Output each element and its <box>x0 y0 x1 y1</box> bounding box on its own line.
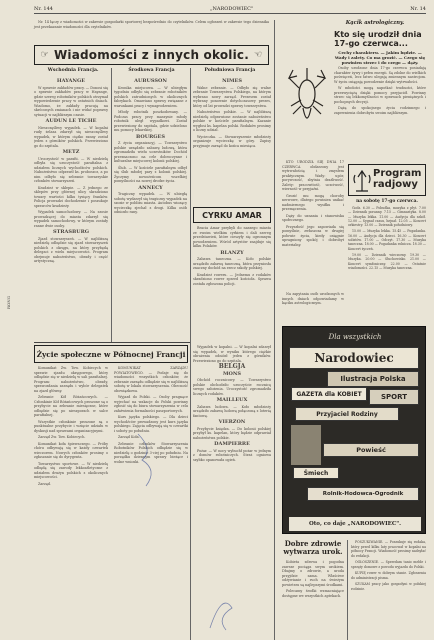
astrology-text-cont: KTO URODZIŁ SIĘ DNIA 17 CZERWCA obdarzony jest wytrwałością i zmysłem praktycznym. Wady: upór, porywczość, zbytnia drażliwość. Zalety: pracowitość, uczciwość, wierność w przyjaźni. Grozić mu mogą choroby nerwowe, dlatego powinien unikać nadmiernego wysiłku i przemęczenia. Dąży do uznania i stanowiska społecznego. Przyszłość jego zapowiada się pomyślnie, zwłaszcza w drugiej połowie życia, kiedy osiągnie upragniony spokój i dobrobyt materialny. <box>282 160 344 247</box>
region-east: Wschodnia Francja. <box>47 68 99 73</box>
pointing-hand-icon: ☜ <box>254 50 263 60</box>
promo-gazeta-kobiet: GAZETA dla KOBIET <box>291 387 367 401</box>
masthead-title: Wiadomości z innych okolic. <box>53 48 250 62</box>
column-east: HAYANGE W sprawie zakładów pracy. — Donosi się o sprawie zakładów pracy w Hayange, gdzie szereg robotników polskich otrzymał wypowiedzenie pracy w ostatnich dniach. Wiadomo, że zakłady pracują na skróconych zmianach i nie widać poprawy sytuacji w najbliższym czasie. AUDUN LE TICHE Nieszczęśliwy wypadek. — W kopalni rudy żelaza zdarzył się nieszczęśliwy wypadek, w którym ciężko ranny został jeden z górników polskich. Przewieziono go do szpitala. METZ Uroczystość w parafii. — W niedzielę odbyła się uroczystość parafialna z udziałem licznych wychodźców polskich. Nabożeństwo odprawił ks. proboszcz, a po nim odbyło się zebranie towarzyskie członków stowarzyszeń. Kradzież w sklepie. — Z jednego ze sklepów przy głównej ulicy skradziono towary wartości kilku tysięcy franków. Policja prowadzi dochodzenie i poszukuje sprawców kradzieży. Wypadek samochodowy. — Na szosie prowadzącej do miasta zdarzył się wypadek samochodowy, w którym zostały ranne dwie osoby. STRASBURG Zjazd stowarzyszeń. — W najbliższą niedzielę odbędzie się zjazd stowarzyszeń polskich z okręgu, na który przybędą delegaci z wielu miejscowości. Program obejmuje nabożeństwo, obrady i część artystyczną. <box>34 78 108 263</box>
section-heading: HAYANGE <box>56 78 86 84</box>
cyrk-banner <box>193 207 271 223</box>
pen-scribble-mark <box>134 430 162 490</box>
section-rule <box>34 342 190 343</box>
astrology-footer: Na zapytania osób urodzonych w innych dniach odpowiadamy w kąciku astrologicznym. <box>282 292 344 305</box>
top-news-column: Nr. 14 łączy z wiadomości w zakresie gospodarki sportowej bezpośrednio do czytelników. Celem ogłoszeń w zakresie tego dziennika jest przekazanie wiadomości dla czytelników. <box>34 20 269 29</box>
promo-sport: SPORT <box>369 389 419 405</box>
region-header-row <box>34 68 269 76</box>
header-center: „NARODOWIEC" <box>209 5 254 12</box>
column-divider <box>190 68 191 640</box>
section-heading: MAILLEUX <box>216 397 248 403</box>
section-heading: AUBUSSON <box>134 78 167 84</box>
social-col-2: KOMUNIKAT ZARZĄDU POWIATOWEGO. — Podaje się do wiadomości wszystkich członków, że zebranie zarządu odbędzie się w najbliższą sobotę w lokalu stowarzyszenia. Obecność obowiązkowa. Wyjazd do Polski. — Osoby pragnące wyjechać na wakacje do Polski powinny zgłosić się do biura stowarzyszenia w celu załatwienia formalności paszportowych. Kurs języka polskiego. — Dla dzieci wychodźców prowadzony jest kurs języka polskiego. Zajęcia odbywają się w czwartki i soboty po południu. Zarząd Koła. Zebranie członków Stowarzyszenia Robotników Polskich odbędzie się w niedzielę o godzinie 3-ciej po południu. Na porządku dziennym sprawy bieżące i wolne wnioski. <box>114 366 188 464</box>
section-heading: MONS <box>222 370 242 377</box>
promo-powiesc: Powieść <box>323 443 419 457</box>
cyrk-title: CYRKU AMAR <box>202 210 262 220</box>
radio-schedule: Godz. 6.30 — Pobudka, muzyka z płyt. 7.00 — Dziennik poranny. 7.15 — Gimnastyka. 8.00 — Muzyka lekka. 11.00 — Audycja dla szkół. 12.00 — Sygnał czasu, hejnał. 12.05 — Koncert orkiestry. 13.00 — Dziennik południowy. 15.00 — Muzyka lekka. 15.45 — Pogadanka. 16.00 — Audycja dla dzieci. 16.30 — Koncert solistów. 17.00 — Odczyt. 17.30 — Muzyka taneczna. 18.00 — Pogadanka rolnicza. 18.30 — Koncert życzeń. 19.00 — Dziennik wieczorny. 19.30 — Muzyka. 20.00 — Słuchowisko. 21.00 — Koncert symfoniczny. 22.00 — Ostatnie wiadomości. 22.15 — Muzyka taneczna. <box>348 206 426 270</box>
radio-program-box <box>348 164 426 196</box>
column-south-mid: Bracia Amar przybyli do naszego miasta ze swoim wielkim cyrkiem i dali szereg przedstawień, które cieszyły się ogromnym powodzeniem. Wśród artystów znajduje się kilku Polaków. BLANZY Zabawa taneczna. — Koło polskie urządziło zabawę taneczną, która przyniosła znaczny dochód na rzecz szkoły polskiej. Kradzież roweru. — Jednemu z rodaków skradziono rower sprzed kościoła. Sprawa została zgłoszona policji. <box>193 226 271 286</box>
section-heading: VIERZON <box>218 419 246 425</box>
pen-scribble-mark <box>206 588 236 632</box>
section-heading: BOURGES <box>136 133 165 140</box>
cancer-lobster-illustration <box>283 48 331 134</box>
radio-title: Program radjowy <box>373 168 422 190</box>
header-left: Nr. 144 <box>34 5 53 12</box>
radio-subtitle: na sobotę 17-go czerwca. <box>356 199 418 204</box>
column-south-top: NIMES Walne zebranie. — Odbyło się walne zebranie Towarzystwa Polskiego, na którym wybrano nowy zarząd. Prezesem został wybrany ponownie dotychczasowy prezes, który od lat prowadzi sprawy towarzystwa. Nabożeństwo polskie. — W najbliższą niedzielę odprawione zostanie nabożeństwo polskie w kościele parafialnym. Kazanie wygłosi ks. kapelan polski. Rodaków prosimy o liczny udział. Wycieczka. — Stowarzyszenie młodzieży organizuje wycieczkę w góry. Zapisy przyjmuje zarząd do końca miesiąca. <box>193 78 271 148</box>
promo-rolnik: Rolnik-Hodowca-Ogrodnik <box>307 487 419 501</box>
section-heading: BELGJA <box>218 363 246 370</box>
section-heading: NIMES <box>222 78 242 84</box>
health-ad-text: Kobieta zdrowa i pogodna zawsze pociąga swym urokiem. Dbajmy o zdrowie, a uroda przyjdzie sama. Właściwe odżywianie i ruch na świeżym powietrzu są najlepszymi środkami. Polecamy środki wzmacniające dostępne we wszystkich aptekach. <box>282 560 344 598</box>
promo-smiech: Śmiech <box>293 467 339 479</box>
social-col-1: Komunikat Zw. Tow. Kobiecych w sprawie zjazdu okręgowego, który odbędzie się w niedzielę w sali parafialnej. Program: nabożeństwo, obrady, sprawozdania zarządu i wybór delegatek na zjazd główny. Zebranie Kół Różańcowych. — Członkinie Kół Różańcowych proszone są o przybycie na zebranie miesięczne, które odbędzie się po nieszporach w salce parafialnej. Wszystkie członkinie proszone są o punktualne przybycie i wzięcie udziału w dyskusji nad sprawami organizacyjnymi. Zarząd Zw. Tow. Kobiecych. Komunikat koła śpiewaczego. — Próby chóru odbywają się w każdy czwartek wieczorem. Nowych członków prosimy o zgłaszanie się do dyrygenta. Towarzystwo sportowe. — W niedzielę odbędą się zawody lekkoatletyczne z udziałem drużyn polskich z okolicznych miejscowości. Zarząd. <box>34 366 108 486</box>
column-divider <box>274 20 275 640</box>
column-south-bottom: Wypadek w kopalni. — W kopalni zdarzył się wypadek, w wyniku którego ciężkie obrażenia odniósł jeden z górników. Przewieziono go do szpitala. BELGJA MONS Obchód rocznicowy. — Towarzystwo polskie obchodziło uroczyście rocznicę swego założenia. Uroczystość zgromadziła licznych rodaków. MAILLEUX Zabawa ludowa. — Koło młodzieży urządziło zabawę ludową połączoną z loterią fantową. VIERZON Przybycie księdza. — Do kolonii polskiej przybył ks. kapelan, który będzie odprawiał nabożeństwa polskie. DAMPIERRE Pożar. — W nocy wybuchł pożar w jednym z domów robotniczych. Straż ogniowa szybko opanowała ogień. <box>193 345 271 462</box>
margin-stamp: RONG <box>6 296 11 309</box>
page-header <box>34 4 426 14</box>
radio-antenna-icon <box>352 169 372 193</box>
promo-footer: Oto, co daje „NARODOWIEC". <box>289 517 421 531</box>
section-heading: STRASBURG <box>53 229 89 235</box>
astrology-text: Osoby urodzone dnia 17-go czerwca posiadają charakter żywy i pełen energii. Są zdolne do wielkich poświęceń, lecz łatwo ulegają zmiennym nastrojom. W życiu osiągają powodzenie dzięki wytrwałości. W młodości mogą napotkać trudności, które przezwyciężą dzięki pomocy przyjaciół. Powinny strzec się lekkomyślności w sprawach pieniężnych i pochopnych decyzji. Dążą do spokojnego życia rodzinnego i zapewnienia dobrobytu swoim najbliższym. <box>334 66 426 115</box>
pointing-hand-icon: ☞ <box>40 50 49 60</box>
astrology-corner-label: Kącik astrologiczny. <box>345 20 405 26</box>
classifieds: POSZUKIWANIE. — Poszukuje się rodaka, który przed kilku laty pracował w kopalni na północy Francji. Wiadomość prosimy nadsyłać do redakcji. OGŁOSZENIE. — Sprzedam tanio meble i sprzęty domowe z powodu wyjazdu do Polski. KUPIĘ rower w dobrym stanie. Zgłoszenia do administracji pisma. SZUKAM pracy jako gospodyni w polskiej rodzinie. <box>351 540 426 591</box>
region-south: Południowa Francja <box>204 68 256 73</box>
promo-photo <box>291 425 321 465</box>
promo-przyjaciel: Przyjaciel Rodziny <box>295 407 399 421</box>
section-heading: BLANZY <box>220 249 244 256</box>
promo-ilustracja: Ilustracja Polska <box>327 371 419 387</box>
section-heading: ANNECY <box>138 184 163 191</box>
social-life-banner <box>34 345 188 363</box>
promo-title: Dla wszystkich <box>328 333 382 341</box>
section-masthead <box>34 45 269 65</box>
narodowiec-promo-illustration <box>282 326 426 534</box>
column-central: AUBUSSON Kronika miejscowa. — W ubiegłym tygodniu odbyło się zebranie robotników polskich zatrudnionych w okolicznych fabrykach. Omawiano sprawy związane z warunkami pracy i wynagrodzeniem. Młody robotnik poszkodowany. — Podczas pracy przy maszynie młody robotnik uległ wypadkowi. Został przewieziony do szpitala, gdzie udzielono mu pomocy lekarskiej. BOURGES Z życia organizacyj. — Towarzystwo polskie urządziło zabawę ludową, która zgromadziła wielu uczestników. Dochód przeznaczono na cele dobroczynne i kulturalne miejscowej kolonii polskiej. Ślub. — W kościele parafialnym odbył się ślub młodej pary z kolonii polskiej. Życzymy nowożeńcom wszelkiej pomyślności na nowej drodze życia. ANNECY Tragiczny wypadek. — W ubiegłą sobotę wydarzył się tragiczny wypadek na szosie w pobliżu miasta. Autobus wiozący wycieczkę zjechał z drogi. Kilka osób odniosło rany. <box>114 78 187 214</box>
column-divider <box>347 540 348 640</box>
section-heading: AUDUN LE TICHE <box>45 118 97 124</box>
promo-narodowiec: Narodowiec <box>289 347 419 369</box>
astrology-subtitle: Cechy charakteru. — Jakim będzie. — Wady i zalety. Co ma grozić. — Czego się powinien strzec i do czego — dąży. <box>334 50 426 65</box>
section-heading: METZ <box>62 149 80 155</box>
health-ad-title: Dobre zdrowie wytwarza urok. <box>283 539 343 556</box>
astrology-title: Kto się urodził dnia 17-go czerwca... <box>334 30 422 48</box>
section-heading: DAMPIERRE <box>214 441 250 447</box>
header-right: Nr. 14 <box>410 5 426 12</box>
region-central: Środkowa Francja <box>128 68 175 73</box>
column-divider <box>111 68 112 342</box>
social-life-title: Życie społeczne w Północnej Francji <box>36 349 186 359</box>
